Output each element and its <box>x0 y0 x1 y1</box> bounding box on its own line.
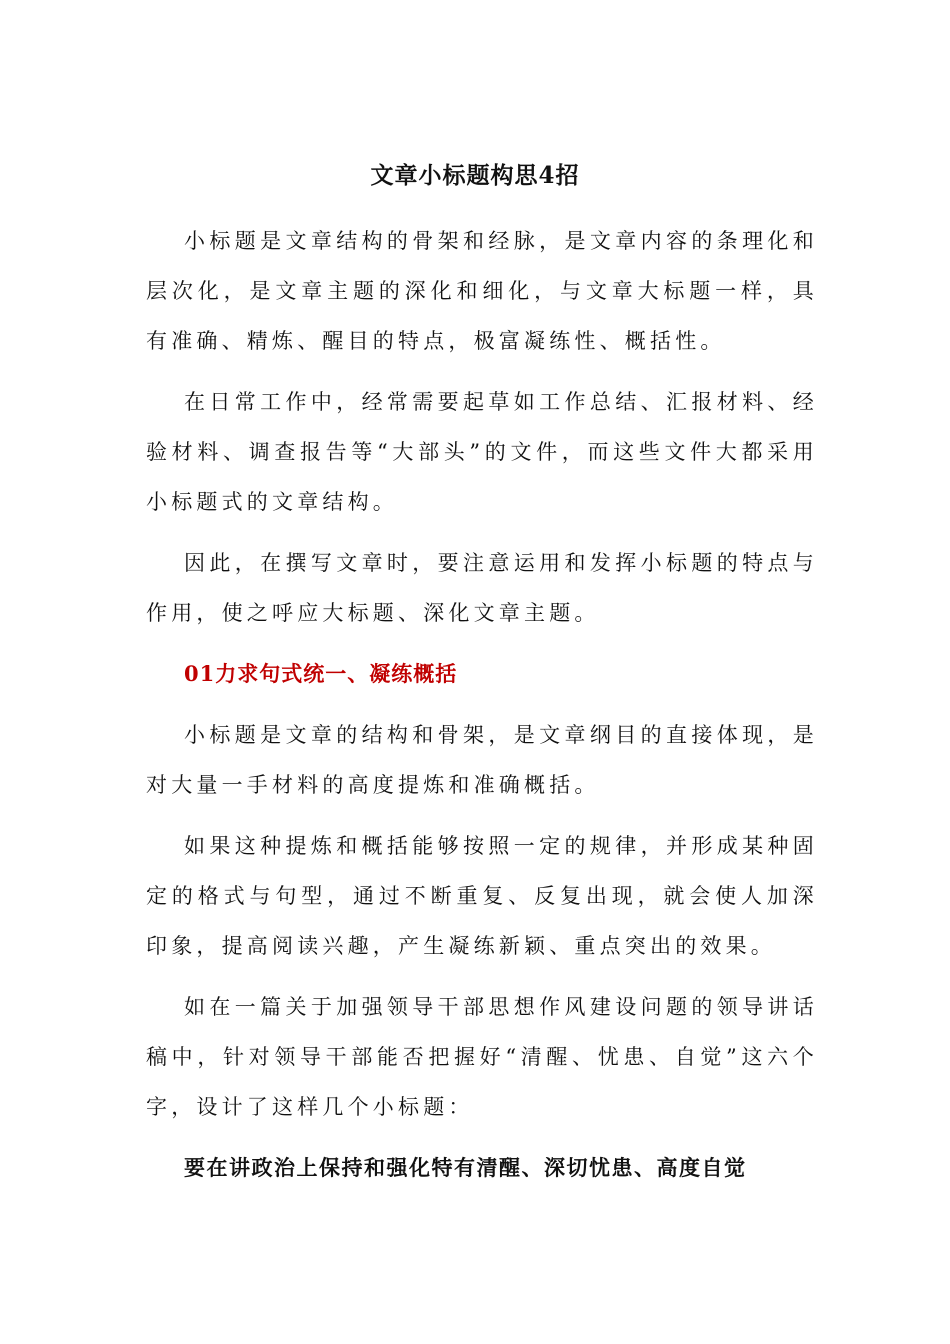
section-1-paragraph-2: 如果这种提炼和概括能够按照一定的规律，并形成某种固定的格式与句型，通过不断重复、反复出现，就会使人加深印象，提高阅读兴趣，产生凝练新颖、重点突出的效果。 <box>146 834 818 958</box>
section-1-paragraph-1: 小标题是文章的结构和骨架，是文章纲目的直接体现，是对大量一手材料的高度提炼和准确概括。 <box>146 723 818 797</box>
example-subheading: 要在讲政治上保持和强化特有清醒、深切忧患、高度自觉 <box>184 1155 747 1180</box>
intro-paragraph-2: 在日常工作中，经常需要起草如工作总结、汇报材料、经验材料、调查报告等“大部头”的文件，而这些文件大都采用小标题式的文章结构。 <box>146 390 818 514</box>
document-body <box>146 216 818 1193</box>
document-title: 文章小标题构思4招 <box>370 162 580 189</box>
intro-paragraph-1: 小标题是文章结构的骨架和经脉，是文章内容的条理化和层次化，是文章主题的深化和细化，与文章大标题一样，具有准确、精炼、醒目的特点，极富凝练性、概括性。 <box>146 229 818 353</box>
section-1-paragraph-3: 如在一篇关于加强领导干部思想作风建设问题的领导讲话稿中，针对领导干部能否把握好“清醒、忧患、自觉”这六个字，设计了这样几个小标题： <box>146 995 818 1119</box>
intro-paragraph-3: 因此，在撰写文章时，要注意运用和发挥小标题的特点与作用，使之呼应大标题、深化文章主题。 <box>146 551 818 625</box>
section-1-heading: 01力求句式统一、凝练概括 <box>184 661 458 686</box>
